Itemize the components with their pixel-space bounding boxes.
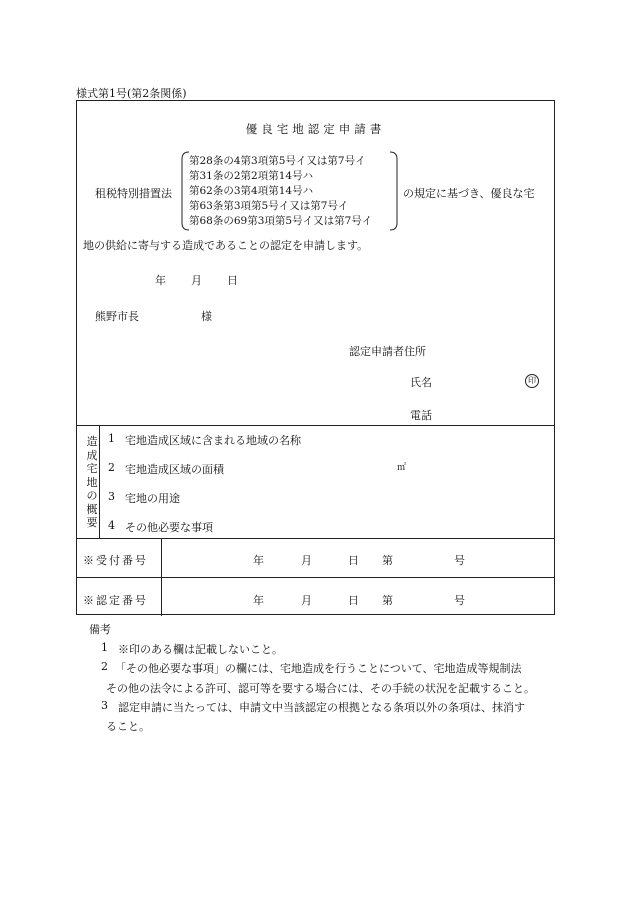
reception-go-label: 号 xyxy=(454,554,465,567)
remark-number: 3 xyxy=(101,699,108,712)
approval-year-label: 年 xyxy=(253,594,264,607)
article-line: 第28条の4第3項第5号イ又は第7号イ xyxy=(189,155,366,167)
applicant-name-label: 氏名 xyxy=(410,376,432,389)
remark-text: ること。 xyxy=(106,720,150,733)
approval-dai-label: 第 xyxy=(382,594,393,607)
overview-item-text: 宅地の用途 xyxy=(125,492,180,505)
reception-year-label: 年 xyxy=(253,554,264,567)
article-line: 第62条の3第4項第14号ハ xyxy=(189,185,314,197)
divider xyxy=(77,425,554,426)
document-title: 優良宅地認定申請書 xyxy=(245,122,386,136)
applicant-address-label: 認定申請者住所 xyxy=(349,345,426,358)
divider xyxy=(161,538,162,616)
approval-day-label: 日 xyxy=(348,594,359,607)
remark-text: ※印のある欄は記載しないこと。 xyxy=(118,643,283,656)
overview-item-number: 3 xyxy=(108,490,115,503)
reception-dai-label: 第 xyxy=(382,554,393,567)
overview-item-number: 1 xyxy=(108,432,115,445)
divider xyxy=(77,538,554,539)
reception-day-label: 日 xyxy=(348,554,359,567)
article-line: 第63条第3項第5号イ又は第7号イ xyxy=(189,200,349,212)
overview-item-text: 宅地造成区域の面積 xyxy=(125,463,224,476)
date-year-label: 年 xyxy=(155,274,166,287)
article-line: 第31条の2第2項第14号ハ xyxy=(189,170,314,182)
overview-item-text: その他必要な事項 xyxy=(125,521,213,534)
provision-suffix: の規定に基づき、優良な宅 xyxy=(403,187,535,200)
approval-number-label: ※認定番号 xyxy=(83,594,148,607)
area-unit: ㎡ xyxy=(397,463,407,473)
date-month-label: 月 xyxy=(191,274,202,287)
overview-item-number: 4 xyxy=(108,519,115,532)
application-form xyxy=(76,100,555,615)
addressee-honorific: 様 xyxy=(201,310,212,323)
remarks-heading: 備考 xyxy=(89,623,111,636)
remark-text: 認定申請に当たっては、申請文中当該認定の根拠となる条項以外の条項は、抹消す xyxy=(118,701,525,714)
provision-continuation: 地の供給に寄与する造成であることの認定を申請します。 xyxy=(83,239,369,252)
applicant-phone-label: 電話 xyxy=(410,409,432,422)
overview-item-number: 2 xyxy=(108,461,115,474)
right-bracket xyxy=(389,151,399,231)
remark-text: その他の法令による許可、認可等を要する場合には、その手続の状況を記載すること。 xyxy=(106,682,535,695)
overview-item-text: 宅地造成区域に含まれる地域の名称 xyxy=(125,434,301,447)
date-day-label: 日 xyxy=(227,274,238,287)
approval-month-label: 月 xyxy=(301,594,312,607)
remark-text: 「その他必要な事項」の欄には、宅地造成を行うことについて、宅地造成等規制法 xyxy=(115,662,522,675)
remark-number: 2 xyxy=(101,660,108,673)
overview-section-label: 造成宅地の概要 xyxy=(86,435,98,529)
form-number-label: 様式第1号(第2条関係) xyxy=(76,87,187,100)
reception-month-label: 月 xyxy=(301,554,312,567)
divider xyxy=(77,577,554,578)
approval-go-label: 号 xyxy=(454,594,465,607)
article-line: 第68条の69第3項第5号イ又は第7号イ xyxy=(189,215,373,227)
reception-number-label: ※受付番号 xyxy=(83,554,148,567)
divider xyxy=(99,425,100,538)
law-name: 租税特別措置法 xyxy=(95,187,172,200)
addressee-name: 熊野市長 xyxy=(95,310,139,323)
seal-icon: 印 xyxy=(525,374,539,388)
remark-number: 1 xyxy=(101,641,108,654)
